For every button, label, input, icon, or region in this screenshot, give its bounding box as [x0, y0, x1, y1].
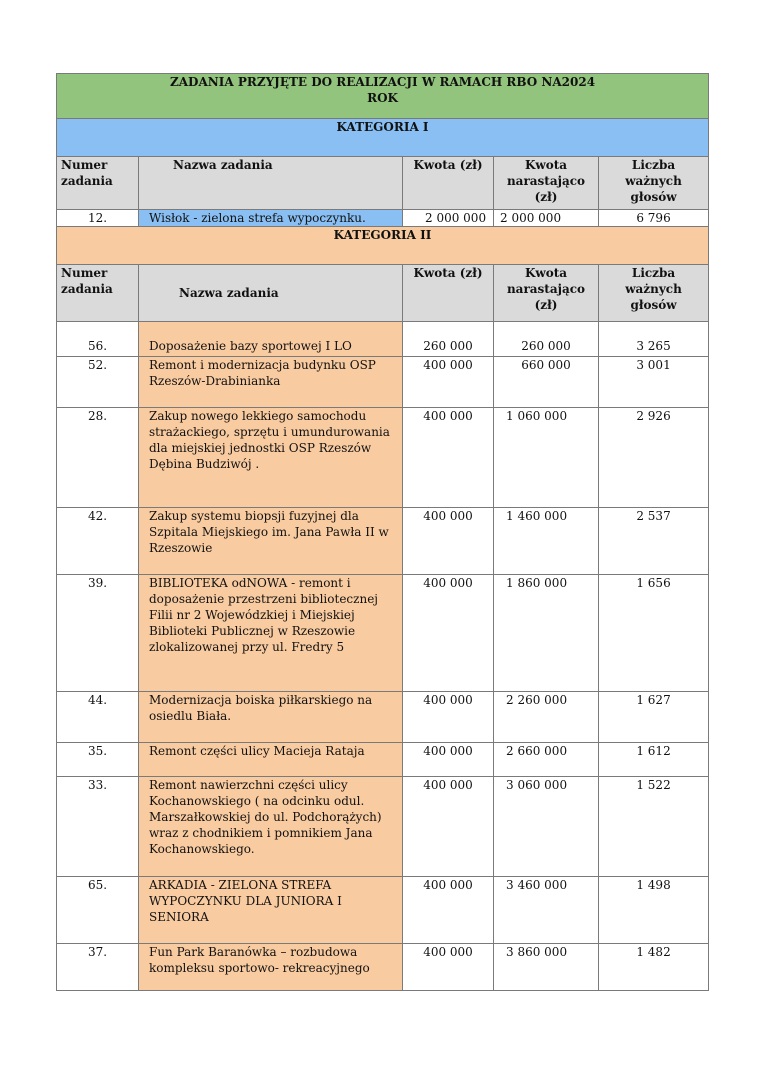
table-title-line1: ZADANIA PRZYJĘTE DO REALIZACJI W RAMACH RBO NA2024 — [169, 75, 596, 89]
task-cumulative: 260 000 — [494, 322, 599, 357]
task-amount: 400 000 — [403, 508, 494, 575]
table-row — [57, 508, 709, 575]
task-cumulative: 1 060 000 — [494, 408, 599, 508]
task-amount: 400 000 — [403, 877, 494, 944]
task-votes: 1 482 — [599, 944, 709, 991]
task-number: 65. — [57, 877, 139, 944]
category-row — [57, 119, 709, 157]
task-number: 33. — [57, 777, 139, 877]
task-amount: 400 000 — [403, 408, 494, 508]
task-name: Remont nawierzchni części ulicy Kochanowskiego ( na odcinku odul. Marszałkowskiej do ul. Podchorążych) wraz z chodnikiem i pomnikiem Jana Kochanowskiego. — [139, 777, 403, 877]
task-votes: 1 612 — [599, 743, 709, 777]
task-number: 44. — [57, 692, 139, 743]
task-name: Remont części ulicy Macieja Rataja — [139, 743, 403, 777]
task-name: Fun Park Baranówka – rozbudowa kompleksu sportowo- rekreacyjnego — [139, 944, 403, 991]
table-row — [57, 575, 709, 692]
table-row — [57, 357, 709, 408]
task-votes: 1 656 — [599, 575, 709, 692]
task-cumulative: 1 460 000 — [494, 508, 599, 575]
header-cumulative: Kwota narastająco (zł) — [494, 265, 599, 322]
task-votes: 6 796 — [599, 210, 709, 227]
table-title-line2: ROK — [367, 91, 398, 105]
task-votes: 1 498 — [599, 877, 709, 944]
task-name: Modernizacja boiska piłkarskiego na osiedlu Biała. — [139, 692, 403, 743]
task-cumulative: 3 860 000 — [494, 944, 599, 991]
task-votes: 2 926 — [599, 408, 709, 508]
header-amount: Kwota (zł) — [403, 157, 494, 210]
task-name: Wisłok - zielona strefa wypoczynku. — [139, 210, 403, 227]
task-amount: 400 000 — [403, 357, 494, 408]
task-name: Zakup nowego lekkiego samochodu strażackiego, sprzętu i umundurowania dla miejskiej jednostki OSP Rzeszów Dębina Budziwój . — [139, 408, 403, 508]
task-amount: 400 000 — [403, 777, 494, 877]
task-amount: 400 000 — [403, 944, 494, 991]
task-name: Zakup systemu biopsji fuzyjnej dla Szpitala Miejskiego im. Jana Pawła II w Rzeszowie — [139, 508, 403, 575]
header-number: Numer zadania — [57, 265, 139, 322]
task-name: ARKADIA - ZIELONA STREFA WYPOCZYNKU DLA JUNIORA I SENIORA — [139, 877, 403, 944]
task-number: 52. — [57, 357, 139, 408]
task-votes: 1 522 — [599, 777, 709, 877]
task-number: 56. — [57, 322, 139, 357]
table-row — [57, 322, 709, 357]
table-title-row — [57, 74, 709, 119]
header-row — [57, 265, 709, 322]
task-amount: 2 000 000 — [403, 210, 494, 227]
task-number: 28. — [57, 408, 139, 508]
task-name: Remont i modernizacja budynku OSP Rzeszów-Drabinianka — [139, 357, 403, 408]
header-votes: Liczba ważnych głosów — [599, 157, 709, 210]
task-amount: 400 000 — [403, 575, 494, 692]
table-row — [57, 210, 709, 227]
header-number: Numer zadania — [57, 157, 139, 210]
table-row — [57, 777, 709, 877]
task-votes: 3 001 — [599, 357, 709, 408]
task-cumulative: 2 260 000 — [494, 692, 599, 743]
table-row — [57, 692, 709, 743]
task-name: Doposażenie bazy sportowej I LO — [139, 322, 403, 357]
task-number: 42. — [57, 508, 139, 575]
task-cumulative: 3 460 000 — [494, 877, 599, 944]
task-amount: 400 000 — [403, 743, 494, 777]
header-name: Nazwa zadania — [139, 265, 403, 322]
table-row — [57, 743, 709, 777]
task-cumulative: 2 660 000 — [494, 743, 599, 777]
task-number: 12. — [57, 210, 139, 227]
task-amount: 260 000 — [403, 322, 494, 357]
task-amount: 400 000 — [403, 692, 494, 743]
task-votes: 2 537 — [599, 508, 709, 575]
header-votes: Liczba ważnych głosów — [599, 265, 709, 322]
table-row — [57, 944, 709, 991]
header-cumulative: Kwota narastająco (zł) — [494, 157, 599, 210]
task-number: 37. — [57, 944, 139, 991]
category-title: KATEGORIA II — [57, 227, 709, 265]
category-row — [57, 227, 709, 265]
task-name: BIBLIOTEKA odNOWA - remont i doposażenie przestrzeni bibliotecznej Filii nr 2 Wojewódzkiej i Miejskiej Biblioteki Publicznej w Rzeszowie zlokalizowanej przy ul. Fredry 5 — [139, 575, 403, 692]
task-number: 35. — [57, 743, 139, 777]
header-row — [57, 157, 709, 210]
category-title: KATEGORIA I — [57, 119, 709, 157]
task-votes: 3 265 — [599, 322, 709, 357]
table-title — [57, 74, 709, 119]
task-cumulative: 3 060 000 — [494, 777, 599, 877]
task-cumulative: 1 860 000 — [494, 575, 599, 692]
header-amount: Kwota (zł) — [403, 265, 494, 322]
task-votes: 1 627 — [599, 692, 709, 743]
task-cumulative: 660 000 — [494, 357, 599, 408]
task-number: 39. — [57, 575, 139, 692]
header-name: Nazwa zadania — [139, 157, 403, 210]
table-row — [57, 877, 709, 944]
task-cumulative: 2 000 000 — [494, 210, 599, 227]
table-row — [57, 408, 709, 508]
budget-table — [56, 73, 709, 991]
